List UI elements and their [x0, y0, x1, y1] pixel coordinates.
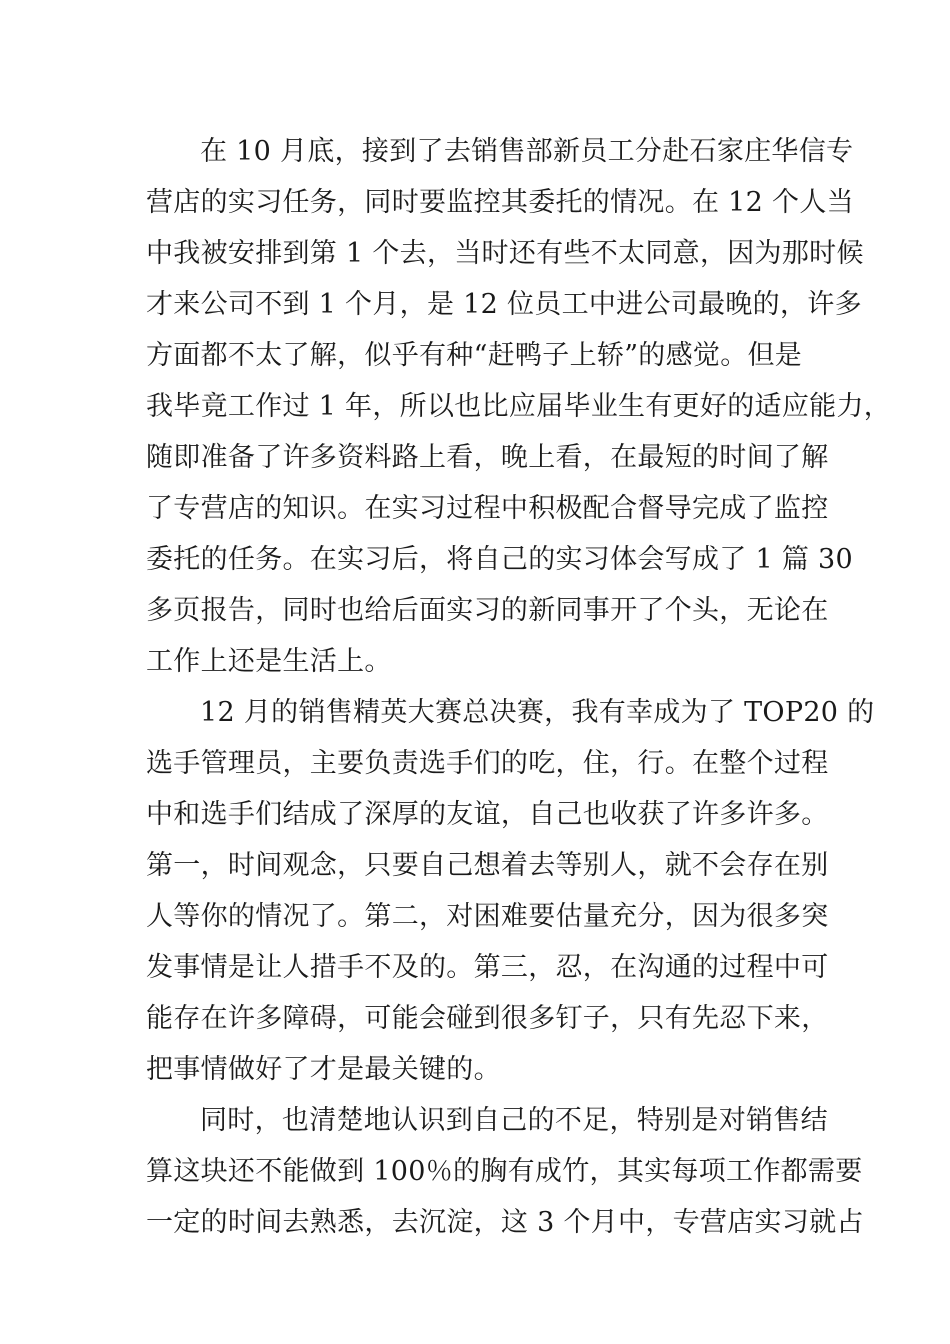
paragraph-1-line-1: 在 10 月底，接到了去销售部新员工分赴石家庄华信专: [200, 136, 854, 167]
paragraph-1-line-8: 了专营店的知识。在实习过程中积极配合督导完成了监控: [146, 493, 829, 524]
paragraph-2-line-7: 能存在许多障碍，可能会碰到很多钉子，只有先忍下来，: [146, 1003, 829, 1034]
paragraph-2-line-4: 第一，时间观念，只要自己想着去等别人，就不会存在别: [146, 850, 829, 881]
paragraph-1-line-6: 我毕竟工作过 1 年，所以也比应届毕业生有更好的适应能力，: [146, 391, 892, 422]
paragraph-2-line-2: 选手管理员，主要负责选手们的吃，住，行。在整个过程: [146, 748, 829, 779]
paragraph-1-line-10: 多页报告，同时也给后面实习的新同事开了个头，无论在: [146, 595, 829, 626]
paragraph-2-line-1: 12 月的销售精英大赛总决赛，我有幸成为了 TOP20 的: [200, 697, 875, 728]
paragraph-2-line-6: 发事情是让人措手不及的。第三，忍，在沟通的过程中可: [146, 952, 829, 983]
paragraph-3-line-3: 一定的时间去熟悉，去沉淀，这 3 个月中，专营店实习就占: [146, 1207, 864, 1238]
body-text: [146, 126, 892, 1248]
paragraph-1-line-5: 方面都不太了解，似乎有种“赶鸭子上轿”的感觉。但是: [146, 340, 803, 371]
paragraph-2-line-3: 中和选手们结成了深厚的友谊，自己也收获了许多许多。: [146, 799, 829, 830]
paragraph-1-line-4: 才来公司不到 1 个月，是 12 位员工中进公司最晚的，许多: [146, 289, 862, 320]
paragraph-1-line-7: 随即准备了许多资料路上看，晚上看，在最短的时间了解: [146, 442, 829, 473]
paragraph-3-line-2: 算这块还不能做到 100％的胸有成竹，其实每项工作都需要: [146, 1156, 863, 1187]
paragraph-1-line-11: 工作上还是生活上。: [146, 646, 392, 677]
paragraph-3-line-1: 同时，也清楚地认识到自己的不足，特别是对销售结: [200, 1105, 828, 1136]
paragraph-2-line-8: 把事情做好了才是最关键的。: [146, 1054, 501, 1085]
paragraph-1-line-9: 委托的任务。在实习后，将自己的实习体会写成了 1 篇 30: [146, 544, 853, 575]
paragraph-1-line-3: 中我被安排到第 1 个去，当时还有些不太同意，因为那时候: [146, 238, 864, 269]
paragraph-1-line-2: 营店的实习任务，同时要监控其委托的情况。在 12 个人当: [146, 187, 854, 218]
paragraph-2-line-5: 人等你的情况了。第二，对困难要估量充分，因为很多突: [146, 901, 829, 932]
